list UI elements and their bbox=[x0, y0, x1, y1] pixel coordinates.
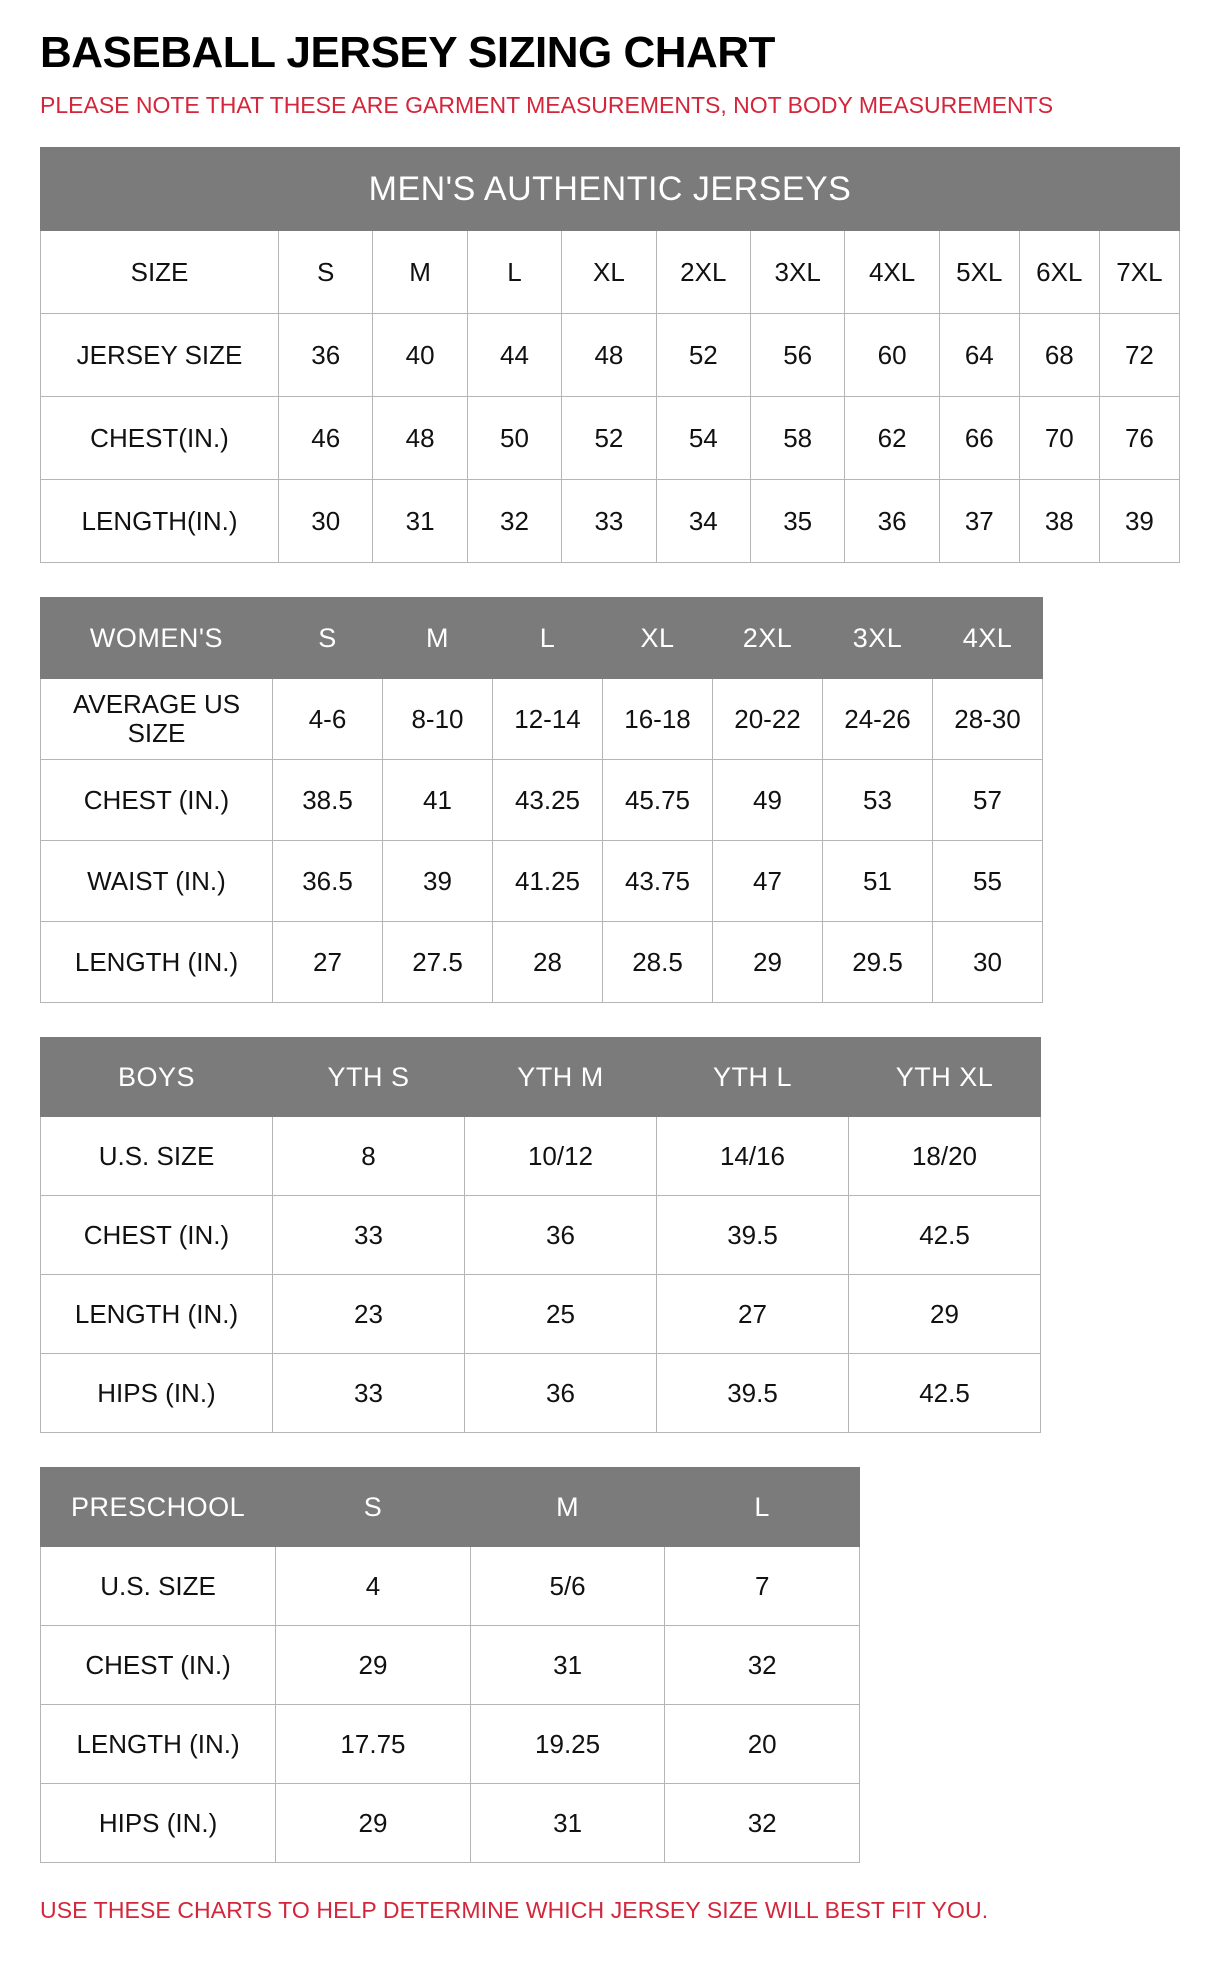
cell: 32 bbox=[665, 1626, 860, 1705]
cell: 20-22 bbox=[713, 679, 823, 760]
cell: 19.25 bbox=[470, 1705, 665, 1784]
cell: 50 bbox=[467, 397, 561, 480]
cell: 70 bbox=[1019, 397, 1099, 480]
cell: 43.25 bbox=[493, 760, 603, 841]
cell: 52 bbox=[562, 397, 656, 480]
mens-table-header-band bbox=[41, 148, 1180, 231]
row-label: WAIST (IN.) bbox=[41, 841, 273, 922]
cell: 48 bbox=[562, 314, 656, 397]
cell: 27 bbox=[657, 1275, 849, 1354]
cell: 52 bbox=[656, 314, 750, 397]
row-label: LENGTH (IN.) bbox=[41, 922, 273, 1003]
cell: 29 bbox=[276, 1784, 471, 1863]
womens-band-size: M bbox=[383, 598, 493, 679]
cell: 27.5 bbox=[383, 922, 493, 1003]
cell: 37 bbox=[939, 480, 1019, 563]
cell: 16-18 bbox=[603, 679, 713, 760]
cell: 53 bbox=[823, 760, 933, 841]
preschool-band-size: L bbox=[665, 1468, 860, 1547]
cell: 31 bbox=[470, 1626, 665, 1705]
womens-band-size: L bbox=[493, 598, 603, 679]
table-row bbox=[41, 1705, 860, 1784]
boys-table-header-band bbox=[41, 1038, 1041, 1117]
table-row bbox=[41, 679, 1043, 760]
cell: M bbox=[373, 231, 467, 314]
boys-band-size: YTH XL bbox=[849, 1038, 1041, 1117]
cell: 29 bbox=[849, 1275, 1041, 1354]
cell: 31 bbox=[470, 1784, 665, 1863]
table-row bbox=[41, 1626, 860, 1705]
womens-band-size: 4XL bbox=[933, 598, 1043, 679]
footer-note: USE THESE CHARTS TO HELP DETERMINE WHICH JERSEY SIZE WILL BEST FIT YOU. bbox=[40, 1897, 989, 1924]
row-label: U.S. SIZE bbox=[41, 1117, 273, 1196]
cell: 36 bbox=[465, 1354, 657, 1433]
cell: S bbox=[279, 231, 373, 314]
table-row bbox=[41, 1547, 860, 1626]
cell: 28 bbox=[493, 922, 603, 1003]
table-row bbox=[41, 1275, 1041, 1354]
cell: 29.5 bbox=[823, 922, 933, 1003]
cell: 8 bbox=[273, 1117, 465, 1196]
row-label: U.S. SIZE bbox=[41, 1547, 276, 1626]
cell: 31 bbox=[373, 480, 467, 563]
row-label: HIPS (IN.) bbox=[41, 1354, 273, 1433]
cell: 72 bbox=[1099, 314, 1179, 397]
cell: 38 bbox=[1019, 480, 1099, 563]
cell: 10/12 bbox=[465, 1117, 657, 1196]
cell: 18/20 bbox=[849, 1117, 1041, 1196]
cell: 41.25 bbox=[493, 841, 603, 922]
womens-band-size: S bbox=[273, 598, 383, 679]
cell: 33 bbox=[273, 1354, 465, 1433]
cell: 8-10 bbox=[383, 679, 493, 760]
cell: 43.75 bbox=[603, 841, 713, 922]
preschool-band-label: PRESCHOOL bbox=[41, 1468, 276, 1547]
womens-band-label: WOMEN'S bbox=[41, 598, 273, 679]
cell: 48 bbox=[373, 397, 467, 480]
cell: 68 bbox=[1019, 314, 1099, 397]
row-label: CHEST(IN.) bbox=[41, 397, 279, 480]
mens-sizing-table bbox=[40, 147, 1180, 563]
cell: 64 bbox=[939, 314, 1019, 397]
measurement-note: PLEASE NOTE THAT THESE ARE GARMENT MEASUREMENTS, NOT BODY MEASUREMENTS bbox=[40, 92, 1054, 119]
cell: 42.5 bbox=[849, 1196, 1041, 1275]
cell: 5XL bbox=[939, 231, 1019, 314]
cell: 30 bbox=[279, 480, 373, 563]
cell: 4-6 bbox=[273, 679, 383, 760]
row-label: CHEST (IN.) bbox=[41, 1196, 273, 1275]
cell: 36.5 bbox=[273, 841, 383, 922]
cell: 4 bbox=[276, 1547, 471, 1626]
cell: 76 bbox=[1099, 397, 1179, 480]
cell: 41 bbox=[383, 760, 493, 841]
row-label: LENGTH(IN.) bbox=[41, 480, 279, 563]
cell: 39.5 bbox=[657, 1196, 849, 1275]
row-label: CHEST (IN.) bbox=[41, 1626, 276, 1705]
table-row bbox=[41, 480, 1180, 563]
cell: 54 bbox=[656, 397, 750, 480]
cell: 25 bbox=[465, 1275, 657, 1354]
table-row bbox=[41, 922, 1043, 1003]
table-row bbox=[41, 760, 1043, 841]
cell: 36 bbox=[465, 1196, 657, 1275]
cell: 44 bbox=[467, 314, 561, 397]
cell: 39 bbox=[383, 841, 493, 922]
page-title: BASEBALL JERSEY SIZING CHART bbox=[40, 28, 775, 77]
boys-band-label: BOYS bbox=[41, 1038, 273, 1117]
cell: 7 bbox=[665, 1547, 860, 1626]
row-label: CHEST (IN.) bbox=[41, 760, 273, 841]
cell: 46 bbox=[279, 397, 373, 480]
cell: 27 bbox=[273, 922, 383, 1003]
table-row bbox=[41, 1784, 860, 1863]
cell: 28-30 bbox=[933, 679, 1043, 760]
womens-band-size: 2XL bbox=[713, 598, 823, 679]
table-row bbox=[41, 231, 1180, 314]
cell: 14/16 bbox=[657, 1117, 849, 1196]
row-label: JERSEY SIZE bbox=[41, 314, 279, 397]
table-row bbox=[41, 841, 1043, 922]
table-row bbox=[41, 1354, 1041, 1433]
boys-sizing-table bbox=[40, 1037, 1041, 1433]
row-label: AVERAGE US SIZE bbox=[41, 679, 273, 760]
cell: 7XL bbox=[1099, 231, 1179, 314]
table-row bbox=[41, 397, 1180, 480]
boys-band-size: YTH S bbox=[273, 1038, 465, 1117]
cell: 33 bbox=[562, 480, 656, 563]
cell: 39.5 bbox=[657, 1354, 849, 1433]
cell: 3XL bbox=[750, 231, 844, 314]
cell: XL bbox=[562, 231, 656, 314]
cell: 12-14 bbox=[493, 679, 603, 760]
row-label: HIPS (IN.) bbox=[41, 1784, 276, 1863]
cell: 58 bbox=[750, 397, 844, 480]
preschool-table-header-band bbox=[41, 1468, 860, 1547]
cell: L bbox=[467, 231, 561, 314]
cell: 60 bbox=[845, 314, 939, 397]
cell: 20 bbox=[665, 1705, 860, 1784]
cell: 38.5 bbox=[273, 760, 383, 841]
cell: 51 bbox=[823, 841, 933, 922]
cell: 6XL bbox=[1019, 231, 1099, 314]
table-row bbox=[41, 1196, 1041, 1275]
cell: 40 bbox=[373, 314, 467, 397]
cell: 29 bbox=[276, 1626, 471, 1705]
womens-band-size: 3XL bbox=[823, 598, 933, 679]
boys-band-size: YTH L bbox=[657, 1038, 849, 1117]
cell: 28.5 bbox=[603, 922, 713, 1003]
mens-band-title: MEN'S AUTHENTIC JERSEYS bbox=[41, 148, 1180, 231]
cell: 32 bbox=[467, 480, 561, 563]
cell: 5/6 bbox=[470, 1547, 665, 1626]
cell: 30 bbox=[933, 922, 1043, 1003]
cell: 42.5 bbox=[849, 1354, 1041, 1433]
preschool-band-size: M bbox=[470, 1468, 665, 1547]
cell: 2XL bbox=[656, 231, 750, 314]
cell: 57 bbox=[933, 760, 1043, 841]
preschool-band-size: S bbox=[276, 1468, 471, 1547]
cell: 23 bbox=[273, 1275, 465, 1354]
cell: 49 bbox=[713, 760, 823, 841]
row-label: LENGTH (IN.) bbox=[41, 1275, 273, 1354]
cell: 29 bbox=[713, 922, 823, 1003]
womens-table-header-band bbox=[41, 598, 1043, 679]
womens-band-size: XL bbox=[603, 598, 713, 679]
preschool-sizing-table bbox=[40, 1467, 860, 1863]
cell: 35 bbox=[750, 480, 844, 563]
cell: 39 bbox=[1099, 480, 1179, 563]
cell: 62 bbox=[845, 397, 939, 480]
cell: 34 bbox=[656, 480, 750, 563]
cell: 47 bbox=[713, 841, 823, 922]
cell: 24-26 bbox=[823, 679, 933, 760]
row-label: LENGTH (IN.) bbox=[41, 1705, 276, 1784]
cell: 55 bbox=[933, 841, 1043, 922]
table-row bbox=[41, 314, 1180, 397]
cell: 17.75 bbox=[276, 1705, 471, 1784]
cell: 32 bbox=[665, 1784, 860, 1863]
cell: 33 bbox=[273, 1196, 465, 1275]
cell: 66 bbox=[939, 397, 1019, 480]
row-label: SIZE bbox=[41, 231, 279, 314]
cell: 36 bbox=[279, 314, 373, 397]
cell: 56 bbox=[750, 314, 844, 397]
cell: 4XL bbox=[845, 231, 939, 314]
table-row bbox=[41, 1117, 1041, 1196]
womens-sizing-table bbox=[40, 597, 1043, 1003]
boys-band-size: YTH M bbox=[465, 1038, 657, 1117]
cell: 45.75 bbox=[603, 760, 713, 841]
cell: 36 bbox=[845, 480, 939, 563]
